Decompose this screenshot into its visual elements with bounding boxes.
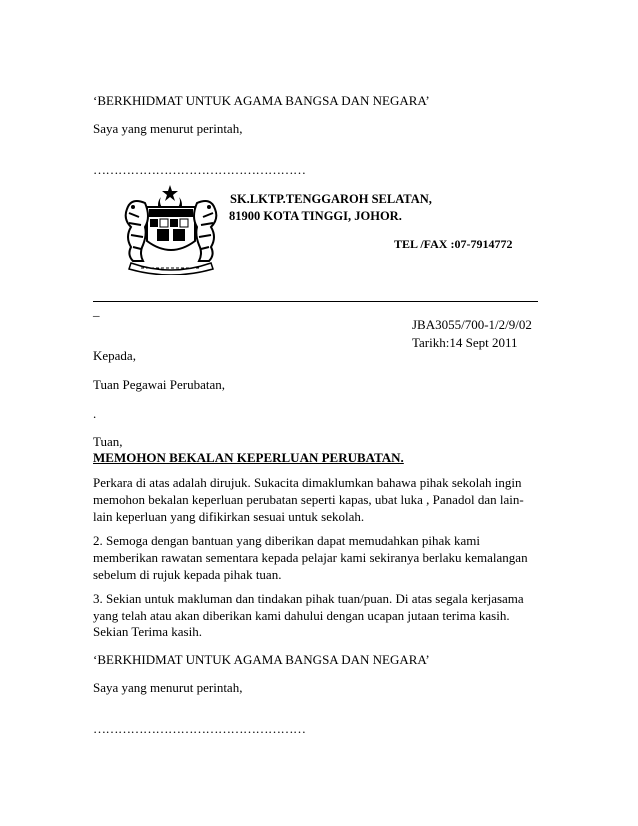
body-paragraph-1: Perkara di atas adalah dirujuk. Sukacita dimaklumkan bahawa pihak sekolah ingin memohon bekalan keperluan perubatan seperti kapas, ubat luka , Panadol dan lain-lain keperluan yang difikirkan sesuai untuk sekolah. <box>93 475 524 524</box>
school-name: SK.LKTP.TENGGAROH SELATAN, <box>230 192 432 206</box>
body-paragraph-2: 2. Semoga dengan bantuan yang diberikan dapat memudahkan pihak kami memberikan rawatan sementara kepada pelajar kami sekiranya berlaku kemalangan sebelum di rujuk kepada pihak tuan. <box>93 533 528 582</box>
recipient-kepada: Kepada, <box>93 348 136 363</box>
letter-date: Tarikh:14 Sept 2011 <box>412 335 518 350</box>
signature-line-bottom: …………………………………………… <box>93 721 306 736</box>
recipient-address: . <box>93 406 97 421</box>
school-address: 81900 KOTA TINGGI, JOHOR. <box>229 209 402 223</box>
motto-bottom: ‘BERKHIDMAT UNTUK AGAMA BANGSA DAN NEGARA’ <box>93 652 430 667</box>
closing-top: Saya yang menurut perintah, <box>93 121 243 136</box>
subject-line: MEMOHON BEKALAN KEPERLUAN PERUBATAN. <box>93 450 404 465</box>
reference-number: JBA3055/700-1/2/9/02 <box>412 317 532 332</box>
closing-bottom: Saya yang menurut perintah, <box>93 680 243 695</box>
body-closing: Sekian Terima kasih. <box>93 624 202 639</box>
motto-top: ‘BERKHIDMAT UNTUK AGAMA BANGSA DAN NEGARA’ <box>93 93 430 108</box>
body-paragraph-3: 3. Sekian untuk makluman dan tindakan pihak tuan/puan. Di atas segala kerjasama yang telah atau akan diberikan kami dahului dengan ucapan jutaan terima kasih. <box>93 591 524 623</box>
header-divider <box>93 301 538 302</box>
signature-line-top: …………………………………………… <box>93 162 306 177</box>
salutation: Tuan, <box>93 434 123 449</box>
malaysia-coat-of-arms-icon <box>117 183 225 275</box>
recipient-name: Tuan Pegawai Perubatan, <box>93 377 226 392</box>
tel-fax: TEL /FAX :07-7914772 <box>394 237 513 251</box>
divider-tail: _ <box>93 303 100 318</box>
